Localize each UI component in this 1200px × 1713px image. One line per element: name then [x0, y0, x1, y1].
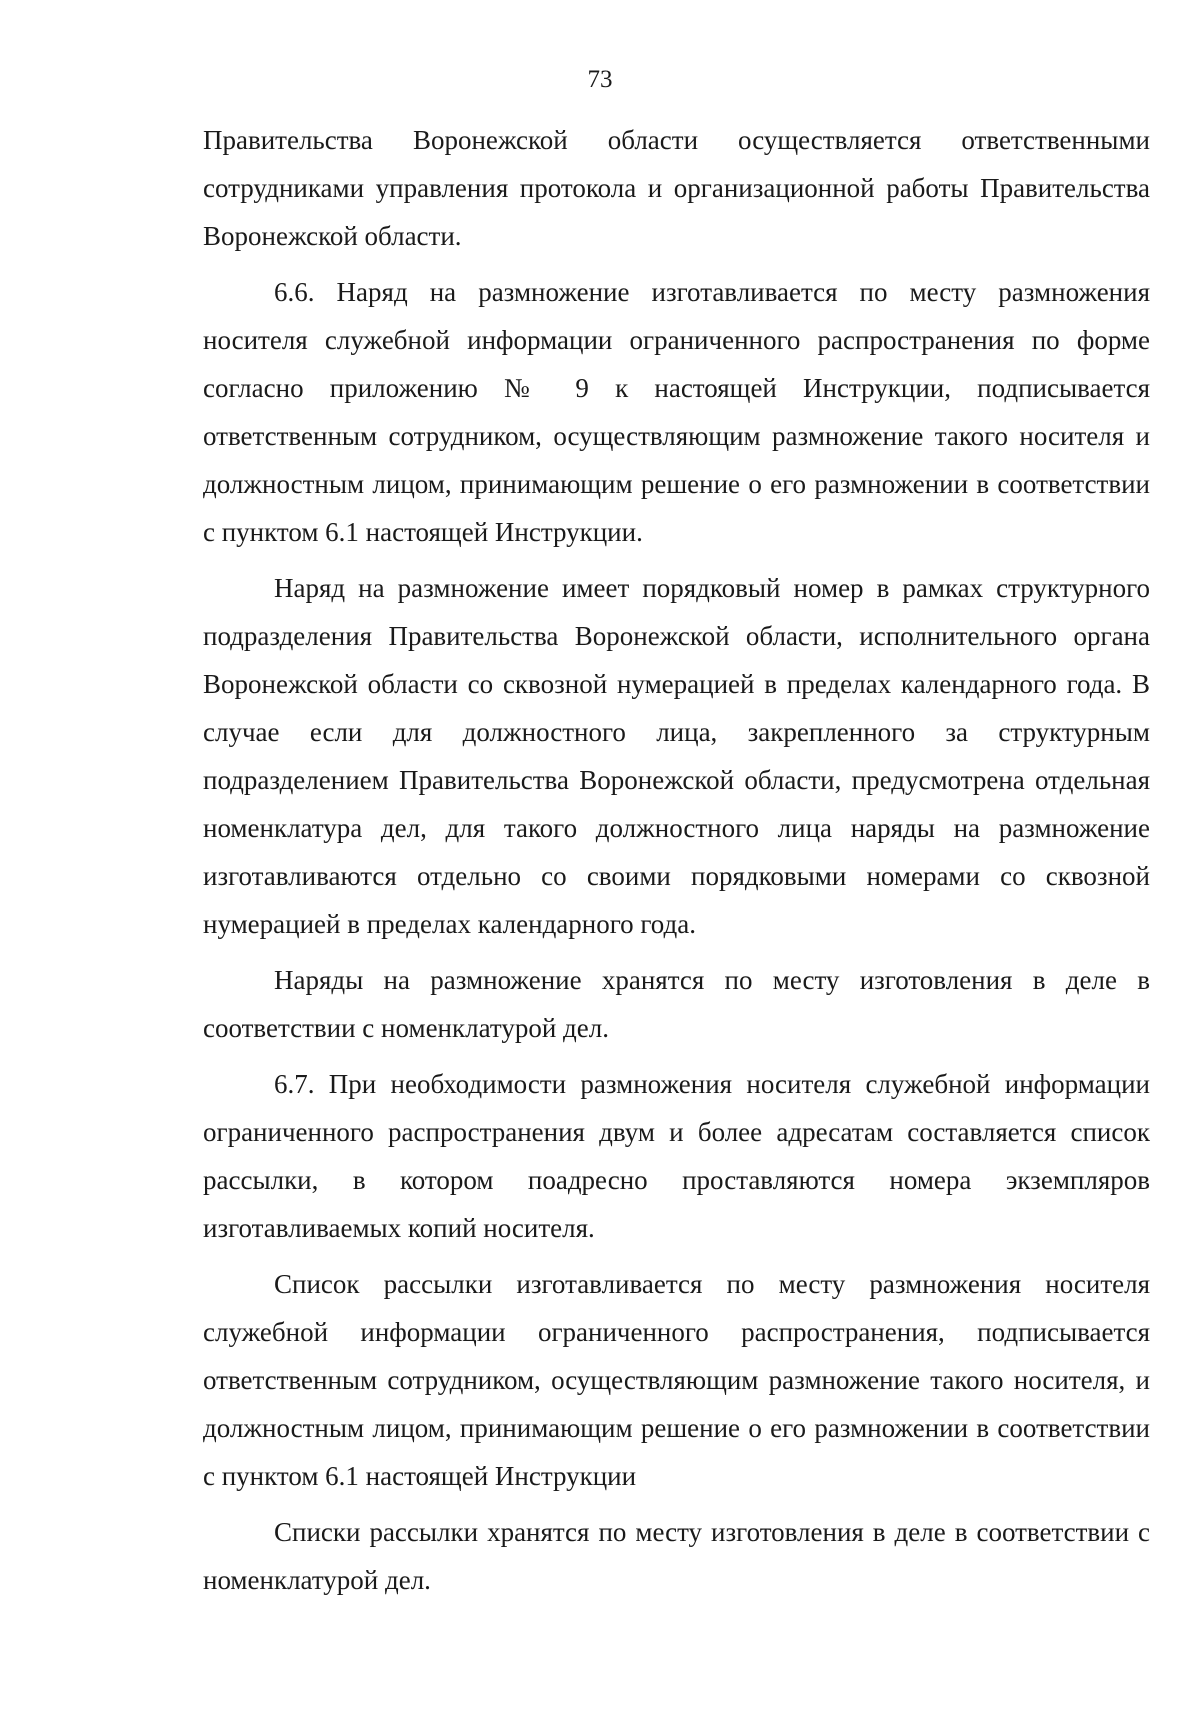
paragraph-6-7: 6.7. При необходимости размножения носителя служебной информации ограниченного распространения двум и более адресатам составляется список рассылки, в котором поадресно проставляются номера экземпляров изготавливаемых копий носителя. — [203, 1069, 1150, 1243]
paragraph-mailing-list-storage: Списки рассылки хранятся по месту изготовления в деле в соответствии с номенклатурой дел. — [203, 1517, 1150, 1595]
paragraph-order-numbering: Наряд на размножение имеет порядковый номер в рамках структурного подразделения Правительства Воронежской области, исполнительного органа Воронежской области со сквозной нумерацией в пределах календарного года. В случае если для должностного лица, закрепленного за структурным подразделением Правительства Воронежской области, предусмотрена отдельная номенклатура дел, для такого должностного лица наряды на размножение изготавливаются отдельно со своими порядковыми номерами со сквозной нумерацией в пределах календарного года. — [203, 573, 1150, 939]
paragraph-continuation: Правительства Воронежской области осуществляется ответственными сотрудниками управления протокола и организационной работы Правительства Воронежской области. — [203, 125, 1150, 251]
page-number: 73 — [587, 66, 613, 93]
paragraph-mailing-list: Список рассылки изготавливается по месту размножения носителя служебной информации ограниченного распространения, подписывается ответственным сотрудником, осуществляющим размножение такого носителя, и должностным лицом, принимающим решение о его размножении в соответствии с пунктом 6.1 настоящей Инструкции — [203, 1269, 1150, 1491]
document-body — [203, 116, 1150, 1604]
paragraph-6-6: 6.6. Наряд на размножение изготавливается по месту размножения носителя служебной информации ограниченного распространения по форме согласно приложению № 9 к настоящей Инструкции, подписывается ответственным сотрудником, осуществляющим размножение такого носителя и должностным лицом, принимающим решение о его размножении в соответствии с пунктом 6.1 настоящей Инструкции. — [203, 277, 1150, 547]
paragraph-order-storage: Наряды на размножение хранятся по месту изготовления в деле в соответствии с номенклатурой дел. — [203, 965, 1150, 1043]
